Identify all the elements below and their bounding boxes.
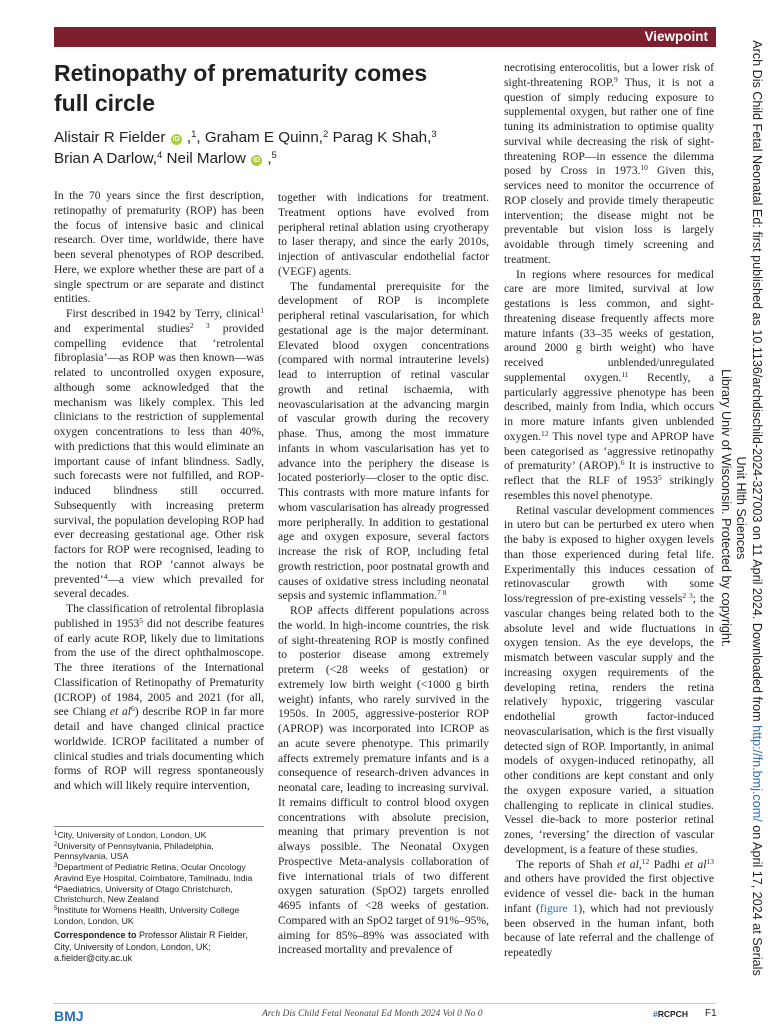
footer-citation: Arch Dis Child Fetal Neonatal Ed Month 2024 Vol 0 No 0 (262, 1009, 483, 1019)
text-run: ), which had not previously been observed in the human infant, both because of late referral and the challenge of repeatedly (504, 901, 714, 959)
author-name[interactable]: Parag K Shah, (332, 129, 432, 146)
text-run: In regions where resources for medical care are more limited, survival at low gestations is less common, and sight-threatening disease frequently affects more mature infants (33–35 weeks of gestation, around 2000 g birth weight) who have received unblended/unregulated supplemental oxygen. (504, 267, 714, 384)
text-run: First described in 1942 by Terry, clinical (66, 307, 261, 320)
text-run: Recently, a particularly aggressive phenotype has been described, mainly from India, which occurs in more mature infants given unblended oxygen. (504, 370, 715, 443)
author-name[interactable]: Graham E Quinn, (204, 129, 324, 146)
author-list: Alistair R Fielder iD ,$^1$, Graham E Quinn,$^2$ Parag K Shah,$^3$ Brian A Darlow,$^4$ Neil Marlow iD ,$^5$ (54, 129, 437, 167)
reference-link[interactable]: 12 (541, 428, 549, 438)
paragraph (278, 280, 489, 605)
paragraph (278, 604, 489, 958)
italic-text: et al (109, 705, 132, 719)
footer-divider (54, 1003, 716, 1004)
author-name[interactable]: Brian A Darlow, (54, 150, 157, 167)
reference-link[interactable]: 5 (139, 615, 144, 625)
orcid-icon[interactable]: iD (253, 157, 261, 164)
author-affiliation-ref: 2 (323, 129, 329, 140)
text-run: The fundamental prerequisite for the development of ROP is incomplete peripheral retinal vascularisation, for which gestational age is the major determinant. Elevated blood oxygen concentrations (compared with normal intrauterine levels) lead to interruption of retinal vascular growth and retinal ischaemia, with neovascularisation at the advancing margin of vascular growth during the recovery phase. Thus, among the most immature infants in whom vascularisation has yet to advance into the periphery the disease is located posteriorly—closer to the optic disc. This contrasts with more mature infants for whom vascularisation has already progressed more peripherally. In addition to gestational age and oxygen exposure, several factors increase the risk of ROP, including fetal growth restriction, poor postnatal growth and causes of oxidative stress including neonatal sepsis and systemic inflammation. (278, 279, 489, 603)
body-column-3 (504, 61, 714, 961)
text-run: strikingly resembles this novel phenotype. (504, 474, 714, 502)
text-run: ROP affects different populations across the world. In high-income countries, the risk of sight-threatening ROP is mostly confined to posterior disease among extremely preterm (<28 weeks of gestation) or extremely low birth weight (<1000 g birth weight) infants, who rarely survived in the 1950s. In 2005, aggressive-posterior ROP (APROP) was incorporated into ICROP as an acute severe phenotype. This primarily affects extremely premature infants and is a consequence of research-driven advances in neonatal care, leading to increasing survival. It remains difficult to control blood oxygen concentrations with absolute precision, meaning that primary prevention is not always possible. The Neonatal Oxygen Prospective Meta-analysis collaboration of five international trials of two different oxygen saturation (SpO2) targets enrolled 4695 infants of <28 weeks of gestation. Compared with an SpO2 target of 91%–95%, aiming for 85%–89% was associated with increased mortality and prevalence of (278, 604, 489, 957)
journal-link[interactable]: http://fn.bmj.com/ (750, 725, 764, 822)
text-run: ; the vascular changes being related both to the absolute level and wide fluctuations in oxygen tension. As the eye develops, the mismatch between vascular supply and the increasing oxygen requirements of the developing retina, renders the retina relatively hypoxic, triggering vascular endothelial growth factor-induced neovascularisation, which is the first visually detected sign of ROP. Importantly, in animal models of oxygen-induced retinopathy, all other conditions are kept constant and only the oxygen exposure varied, a situation challenging to replicate in clinical studies. Vessel die-back to more posterior retinal zones, ‘reversing’ the direction of vascular development, is a feature of these studies. (504, 592, 714, 856)
affiliation-item (54, 905, 266, 926)
correspondence-text[interactable]: Professor Alistair R Fielder, City, University of London, London, UK; a.fielder@city.ac.uk (54, 930, 248, 964)
text-run: It is instructive to reflect that the RLF of 1953 (504, 459, 714, 487)
author-affiliation-ref: 5 (271, 150, 277, 161)
paragraph (504, 268, 714, 504)
reference-link[interactable]: 6 (620, 458, 625, 468)
bmj-logo[interactable]: BMJ (54, 1008, 84, 1024)
side-note-line-2: Library Univ of Wisconsin. Protected by copyright. (719, 369, 733, 647)
text-run: Retinal vascular development commences in utero but can be perturbed ex utero when the baby is exposed to higher oxygen levels than those experienced during fetal life. Experimentally this induces cessation of retinovascular growth with some loss/regression of pre-existing vessels (504, 503, 714, 605)
paragraph (54, 602, 264, 794)
rcpch-logo (653, 1009, 688, 1019)
text-run: ) describe ROP in far more detail and have changed clinical practice worldwide. ICROP facilitated a number of clinical studies and trials documenting which forms of ROP will regress spontaneously and which will likely require intervention, (54, 705, 264, 792)
affiliation-number: 2 (54, 841, 58, 848)
affiliation-text: City, University of London, London, UK (57, 830, 207, 840)
affiliation-number: 4 (54, 884, 58, 891)
affiliation-number: 1 (54, 831, 58, 837)
affiliation-number: 5 (54, 905, 58, 912)
reference-link[interactable]: 2 3 (189, 320, 210, 330)
text-run: together with indications for treatment. Treatment options have evolved from peripheral retinal ablation using cryotherapy to laser therapy, and since the early 2010s, injection of antivascular endothelial factor (VEGF) agents. (278, 191, 489, 278)
reference-link[interactable]: 1 (260, 306, 264, 315)
affiliation-item (54, 862, 266, 883)
paragraph (504, 858, 714, 961)
rcpch-text: RCPCH (657, 1009, 688, 1019)
correspondence-label: Correspondence to (54, 930, 137, 941)
section-banner (54, 27, 716, 47)
reference-link[interactable]: 9 (613, 74, 618, 84)
correspondence (54, 930, 266, 965)
affiliation-number: 3 (54, 863, 58, 870)
text-run: Thus, it is not a question of simply reducing exposure to supplemental oxygen, but rather one of fine tuning its administration to optimise quality survival while decreasing the risk of sight-threatening ROP—in essence the dilemma posed by Cross in 1973. (504, 75, 714, 178)
reference-link[interactable]: 12 (641, 856, 650, 866)
text-run: The classification of retrolental fibroplasia published in 1953 (54, 602, 264, 630)
reference-link[interactable]: 10 (640, 163, 648, 173)
body-column-1 (54, 189, 264, 794)
rcpch-hash: # (653, 1009, 658, 1019)
paragraph (504, 504, 714, 858)
reference-link[interactable]: 13 (706, 856, 714, 866)
affiliation-text: Institute for Womens Health, University College London, London, UK (54, 904, 240, 926)
text-run: and others have provided the first objective evidence of vessel die- back in the human infant ( (504, 872, 714, 915)
author-name[interactable]: Neil Marlow (166, 150, 246, 167)
side-note-line-1: Arch Dis Child Fetal Neonatal Ed: first published as 10.1136/archdischild-2024-327003 on 11 April 2024. Downloaded from http://fn.bmj.com/ on April 17, 2024 at Serials Unit Hlth Sciences (734, 40, 764, 976)
affiliation-item (54, 830, 266, 841)
affiliation-item (54, 841, 266, 862)
text-run: In the 70 years since the first description, retinopathy of prematurity (ROP) has been the focus of intensive basic and clinical research. Over time, worldwide, there have been several phenotypes of ROP described. Here, we explore whether these are part of a single spectrum or are separate and distinct entities. (54, 189, 264, 306)
paragraph (504, 61, 714, 268)
author-affiliation-ref: 1 (191, 129, 197, 140)
affiliation-item (54, 884, 266, 905)
italic-text: et al (684, 857, 707, 871)
reference-link[interactable]: 5 (658, 473, 662, 482)
italic-text: et al (616, 857, 639, 871)
text-run: provided compelling evidence that ‘retrolental fibroplasia’—as ROP was then known—was related to uncontrolled oxygen exposure, although some acknowledged that the mechanism was likely complex. This led clinicians to the restriction of supplemental oxygen concentrations to less than 40%, with predictions that this would eliminate an important cause of infant blindness. Sadly, such forecasts were not fulfilled, and ROP-induced blindness still occurred. Subsequently with increasing preterm survival, the population developing ROP had ever decreasing gestational age. Other risk factors for ROP were recognised, leading to the notion that ROP ‘cannot always be prevented’ (54, 321, 264, 586)
orcid-icon[interactable]: iD (172, 136, 180, 143)
text-run: —a view which prevailed for several decades. (54, 572, 264, 601)
text-run: , (638, 857, 642, 871)
reference-link[interactable]: 6 (131, 704, 135, 714)
affiliation-text: Department of Pediatric Retina, Ocular Oncology Aravind Eye Hospital, Coimbatore, Tamilnadu, India (54, 862, 253, 883)
paragraph (54, 189, 264, 307)
page-number: F1 (705, 1008, 717, 1019)
author-affiliation-ref: 3 (431, 129, 437, 140)
affiliation-divider (54, 826, 264, 827)
reference-link[interactable]: 4 (103, 571, 108, 581)
affiliation-text: University of Pennsylvania, Philadelphia, Pennsylvania, USA (54, 840, 214, 862)
text-run: Given this, services need to monitor the occurrence of ROP closely and provide timely therapeutic intervention; the disease might not be preventable but vision loss is largely avoidable through timely screening and treatment. (504, 164, 714, 266)
text-run: and experimental studies (54, 321, 190, 335)
article-title: Retinopathy of prematurity comes full circle (54, 60, 428, 116)
text-run: This novel type and APROP have been categorised as ‘aggressive retinopathy of prematurity’ (AROP). (504, 429, 714, 473)
reference-link[interactable]: 7 8 (437, 588, 447, 598)
text-run: Padhi (649, 857, 685, 871)
reference-link[interactable]: 2 3 (682, 591, 693, 600)
affiliations-block (54, 830, 266, 965)
text-run: necrotising enterocolitis, but a lower risk of sight-threatening ROP. (504, 61, 714, 89)
section-label: Viewpoint (644, 29, 708, 44)
body-column-2 (278, 191, 489, 958)
paragraph (54, 307, 264, 602)
text-run: The reports of Shah (516, 857, 617, 871)
affiliation-text: Paediatrics, University of Otago Christchurch, Christchurch, New Zealand (54, 883, 233, 905)
author-name[interactable]: Alistair R Fielder (54, 129, 166, 146)
figure-link[interactable]: figure 1 (539, 901, 579, 915)
paragraph (278, 191, 489, 280)
text-run: did not describe features of early acute ROP, likely due to limitations from the use of the direct ophthalmoscope. The three iterations of the International Classification of Retinopathy of Prematurity (ICROP) of 1984, 2005 and 2021 (for all, see Chiang (54, 616, 264, 719)
reference-link[interactable]: 11 (621, 369, 629, 379)
side-download-note (718, 28, 765, 988)
author-affiliation-ref: 4 (157, 150, 163, 161)
